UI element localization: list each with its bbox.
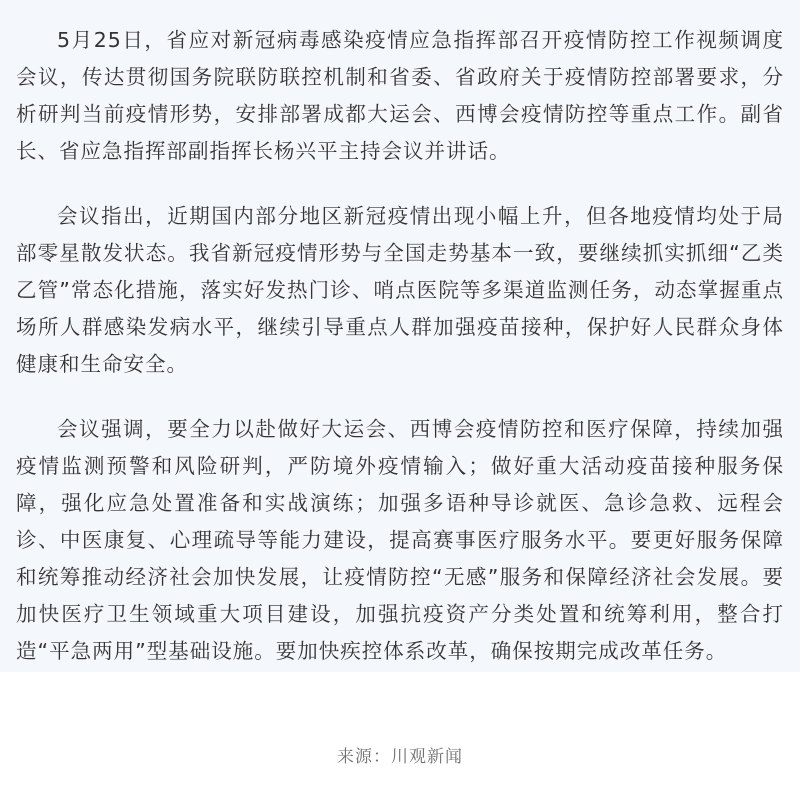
source-credit: 来源：川观新闻 [337,747,463,767]
paragraph-1: 5月25日，省应对新冠病毒感染疫情应急指挥部召开疫情防控工作视频调度会议，传达贯彻国务院联防联控机制和省委、省政府关于疫情防控部署要求，分析研判当前疫情形势，安排部署成都大运会、西博会疫情防控等重点工作。副省长、省应急指挥部副指挥长杨兴平主持会议并讲话。 [16,28,784,163]
paragraph-3: 会议强调，要全力以赴做好大运会、西博会疫情防控和医疗保障，持续加强疫情监测预警和风险研判，严防境外疫情输入；做好重大活动疫苗接种服务保障，强化应急处置准备和实战演练；加强多语种导诊就医、急诊急救、远程会诊、中医康复、心理疏导等能力建设，提高赛事医疗服务水平。要更好服务保障和统筹推动经济社会加快发展，让疫情防控“无感”服务和保障经济社会发展。要加快医疗卫生领域重大项目建设，加强抗疫资产分类处置和统筹利用，整合打造“平急两用”型基础设施。要加快疾控体系改革，确保按期完成改革任务。 [16,417,784,663]
paragraph-2: 会议指出，近期国内部分地区新冠疫情出现小幅上升，但各地疫情均处于局部零星散发状态。我省新冠疫情形势与全国走势基本一致，要继续抓实抓细“乙类乙管”常态化措施，落实好发热门诊、哨点医院等多渠道监测任务，动态掌握重点场所人群感染发病水平，继续引导重点人群加强疫苗接种，保护好人民群众身体健康和生命安全。 [16,204,784,376]
